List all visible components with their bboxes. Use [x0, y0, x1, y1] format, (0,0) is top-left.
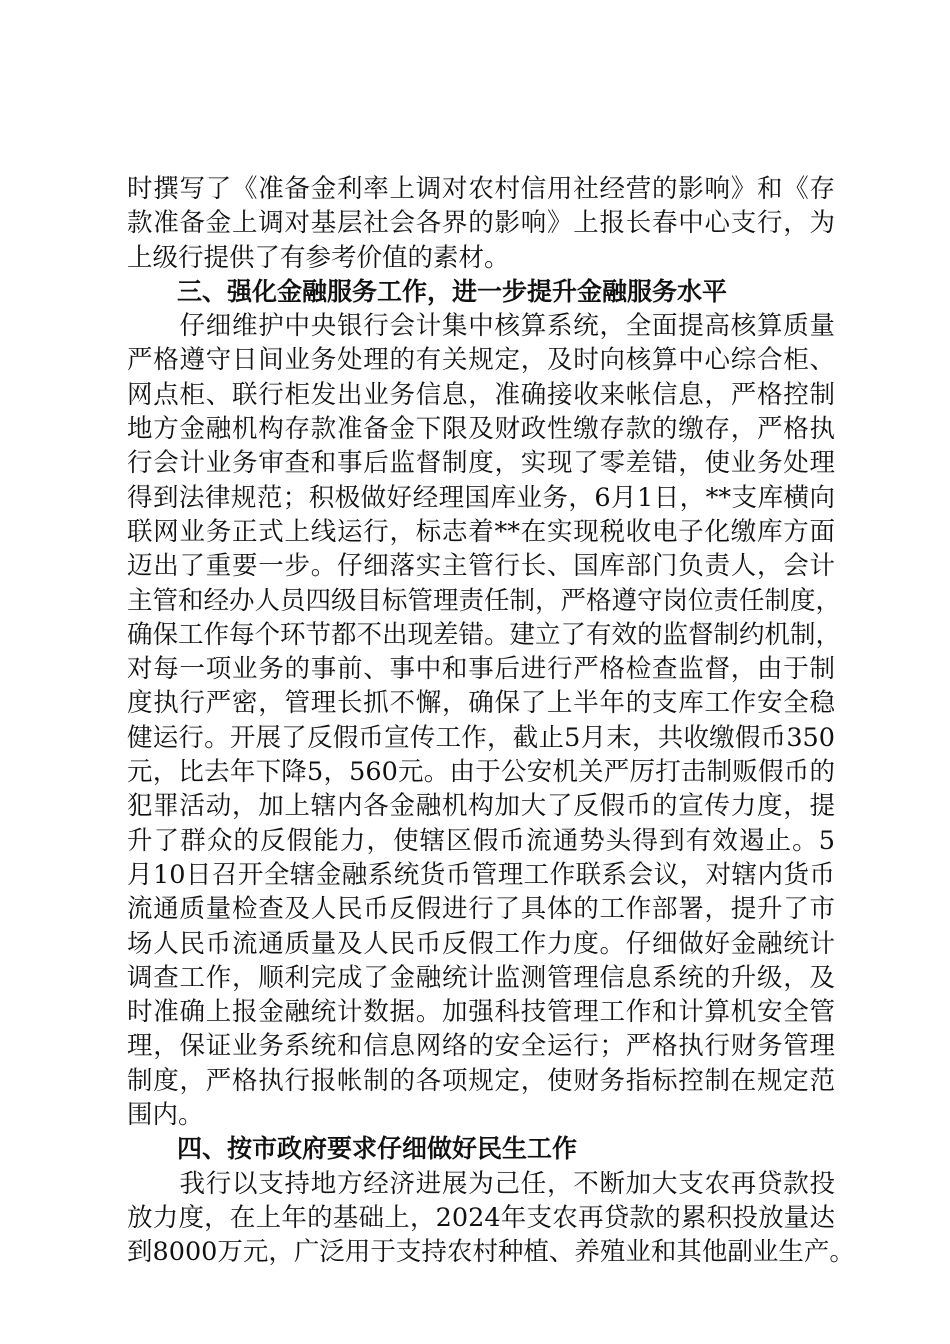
text-line: 放力度，在上年的基础上，2024年支农再贷款的累积投放量达	[127, 1202, 835, 1233]
text-line: 升了群众的反假能力，使辖区假币流通势头得到有效遏止。5	[127, 825, 835, 856]
text-line: 主管和经办人员四级目标管理责任制，严格遵守岗位责任制度，	[127, 585, 842, 616]
text-line: 调查工作，顺利完成了金融统计监测管理信息系统的升级，及	[127, 962, 835, 993]
text-line: 制度，严格执行报帐制的各项规定，使财务指标控制在规定范	[127, 1065, 835, 1096]
text-line: 健运行。开展了反假币宣传工作，截止5月末，共收缴假币350	[127, 722, 835, 753]
text-line: 时准确上报金融统计数据。加强科技管理工作和计算机安全管	[127, 997, 835, 1028]
text-line: 上级行提供了有参考价值的素材。	[127, 242, 510, 273]
text-line: 元，比去年下降5，560元。由于公安机关严厉打击制贩假币的	[127, 757, 835, 788]
text-line: 网点柜、联行柜发出业务信息，准确接收来帐信息，严格控制	[127, 379, 835, 410]
paragraph-continued	[127, 172, 835, 275]
text-line: 度执行严密，管理长抓不懈，确保了上半年的支库工作安全稳	[127, 688, 835, 719]
text-line: 迈出了重要一步。仔细落实主管行长、国库部门负责人，会计	[127, 551, 835, 582]
text-line: 行会计业务审查和事后监督制度，实现了零差错，使业务处理	[127, 448, 835, 479]
text-line: 月10日召开全辖金融系统货币管理工作联系会议，对辖内货币	[127, 859, 835, 890]
text-line: 确保工作每个环节都不出现差错。建立了有效的监督制约机制，	[127, 619, 842, 650]
text-line: 流通质量检查及人民币反假进行了具体的工作部署，提升了市	[127, 894, 835, 925]
text-line: 地方金融机构存款准备金下限及财政性缴存款的缴存，严格执	[127, 414, 835, 445]
text-line: 理，保证业务系统和信息网络的安全运行；严格执行财务管理	[127, 1031, 835, 1062]
text-line: 犯罪活动，加上辖内各金融机构加大了反假币的宣传力度，提	[127, 791, 835, 822]
paragraph-livelihood	[127, 1167, 855, 1270]
section-heading-3: 三、强化金融服务工作，进一步提升金融服务水平	[177, 276, 728, 306]
text-line: 时撰写了《准备金利率上调对农村信用社经营的影响》和《存	[127, 174, 835, 204]
section-heading-4: 四、按市政府要求仔细做好民生工作	[177, 1134, 578, 1164]
text-line: 仔细维护中央银行会计集中核算系统，全面提高核算质量	[127, 311, 835, 342]
text-line: 我行以支持地方经济进展为己任，不断加大支农再贷款投	[127, 1168, 835, 1199]
document-body	[127, 172, 855, 1270]
text-line: 严格遵守日间业务处理的有关规定，及时向核算中心综合柜、	[127, 345, 835, 376]
text-line: 围内。	[127, 1100, 204, 1131]
paragraph-financial-services	[127, 309, 842, 1132]
text-line: 对每一项业务的事前、事中和事后进行严格检查监督，由于制	[127, 654, 835, 685]
text-line: 到8000万元，广泛用于支持农村种植、养殖业和其他副业生产。	[127, 1237, 855, 1268]
text-line: 联网业务正式上线运行，标志着**在实现税收电子化缴库方面	[127, 516, 835, 547]
text-line: 款准备金上调对基层社会各界的影响》上报长春中心支行，为	[127, 208, 835, 239]
text-line: 得到法律规范；积极做好经理国库业务，6月1日，**支库横向	[127, 482, 835, 513]
text-line: 场人民币流通质量及人民币反假工作力度。仔细做好金融统计	[127, 928, 835, 959]
